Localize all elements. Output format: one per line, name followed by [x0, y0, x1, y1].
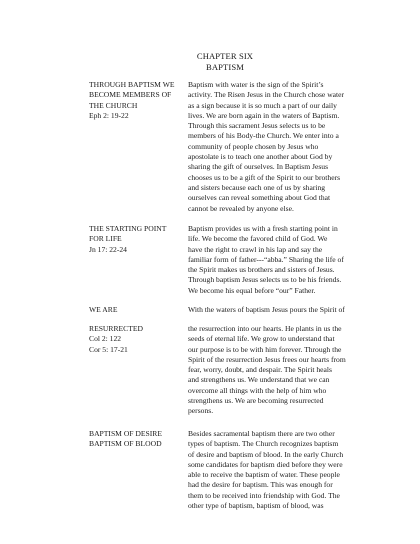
body-line: chooses us to be a gift of the Spirit to our brothers [188, 172, 341, 182]
body-line: other type of baptism, baptism of blood, was [188, 501, 324, 511]
body-line: cannot be revealed by anyone else. [188, 203, 294, 213]
body-line: them to be received into friendship with God. The [188, 490, 340, 500]
body-line: sharing the gift of ourselves. In Baptism Jesus [188, 162, 329, 172]
body-line: seeds of eternal life. We grow to understand that [188, 334, 335, 344]
body-line: Baptism with water is the sign of the Spirit’s [188, 80, 324, 89]
body-line: some candidates for baptism died before they were [188, 459, 343, 469]
section-body [188, 324, 378, 417]
heading-line: THROUGH BAPTISM WE [89, 80, 175, 89]
scripture-reference: Jn 17: 22-24 [89, 244, 127, 254]
body-line: had the desire for baptism. This was enough for [188, 480, 333, 490]
body-line: as a sign because it is so much a part of our daily [188, 100, 337, 110]
heading-line: BAPTISM OF DESIRE [89, 429, 162, 438]
body-line: life. We become the favored child of God. We [188, 234, 328, 244]
section-body [188, 224, 378, 296]
body-line: community of people chosen by Jesus who [188, 141, 319, 151]
section-body [188, 429, 378, 511]
body-line: Besides sacramental baptism there are two other [188, 429, 335, 438]
body-line: Baptism provides us with a fresh starting point in [188, 224, 338, 233]
body-line: and sisters because each one of us by sharing [188, 182, 326, 192]
heading-line: RESURRECTED [89, 324, 144, 333]
body-line: activity. The Risen Jesus in the Church chose water [188, 90, 345, 100]
heading-line: THE CHURCH [89, 100, 138, 110]
body-line: Spirit of the resurrection Jesus frees our hearts from [188, 354, 346, 364]
body-line: able to receive the baptism of water. These people [188, 470, 340, 480]
body-line: fear, worry, doubt, and despair. The Spirit heals [188, 365, 332, 375]
section-body [188, 80, 378, 214]
body-line: apostolate is to teach one another about God by [188, 152, 333, 162]
section-heading [89, 324, 185, 355]
section-heading [89, 80, 185, 121]
scripture-reference: Eph 2: 19-22 [89, 110, 129, 120]
heading-line: THE STARTING POINT [89, 224, 167, 233]
scripture-reference: Cor 5: 17-21 [89, 344, 128, 354]
scripture-reference: Col 2: 122 [89, 334, 122, 344]
body-line: of desire and baptism of blood. In the early Church [188, 449, 344, 459]
heading-line: BECOME MEMBERS OF [89, 90, 172, 100]
body-line: the resurrection into our hearts. He plants in us the [188, 324, 342, 333]
body-line: have the right to crawl in his lap and say the [188, 244, 323, 254]
body-line: We become his equal before “our” Father. [188, 285, 316, 295]
body-line: strengthens us. We are becoming resurrected [188, 396, 324, 406]
chapter-title: BAPTISM [206, 62, 244, 72]
section-heading [89, 429, 185, 450]
heading-line: WE ARE [89, 305, 118, 314]
body-line: overcome all things with the help of him who [188, 385, 327, 395]
section-heading [89, 224, 185, 255]
body-line: familiar form of father---“abba.” Sharing the life of [188, 254, 344, 264]
body-line: Through this sacrament Jesus selects us to be [188, 121, 326, 131]
section-heading [89, 305, 185, 315]
body-line: and strengthens us. We understand that we can [188, 375, 330, 385]
body-line: types of baptism. The Church recognizes baptism [188, 439, 339, 449]
body-line: the Spirit makes us brothers and sisters of Jesus. [188, 265, 335, 275]
body-line: With the waters of baptism Jesus pours the Spirit of [188, 305, 345, 314]
body-line: Through baptism Jesus selects us to be his friends. [188, 275, 342, 285]
body-line: members of his Body-the Church. We enter into a [188, 131, 339, 141]
chapter-heading [0, 51, 420, 73]
section-body [188, 305, 378, 315]
body-line: persons. [188, 406, 214, 416]
chapter-number: CHAPTER SIX [196, 51, 254, 61]
heading-line: BAPTISM OF BLOOD [89, 439, 162, 449]
body-line: our purpose is to be with him forever. Through the [188, 344, 342, 354]
body-line: ourselves can reveal something about God that [188, 193, 331, 203]
heading-line: FOR LIFE [89, 234, 122, 244]
body-line: lives. We are born again in the waters of Baptism. [188, 110, 340, 120]
